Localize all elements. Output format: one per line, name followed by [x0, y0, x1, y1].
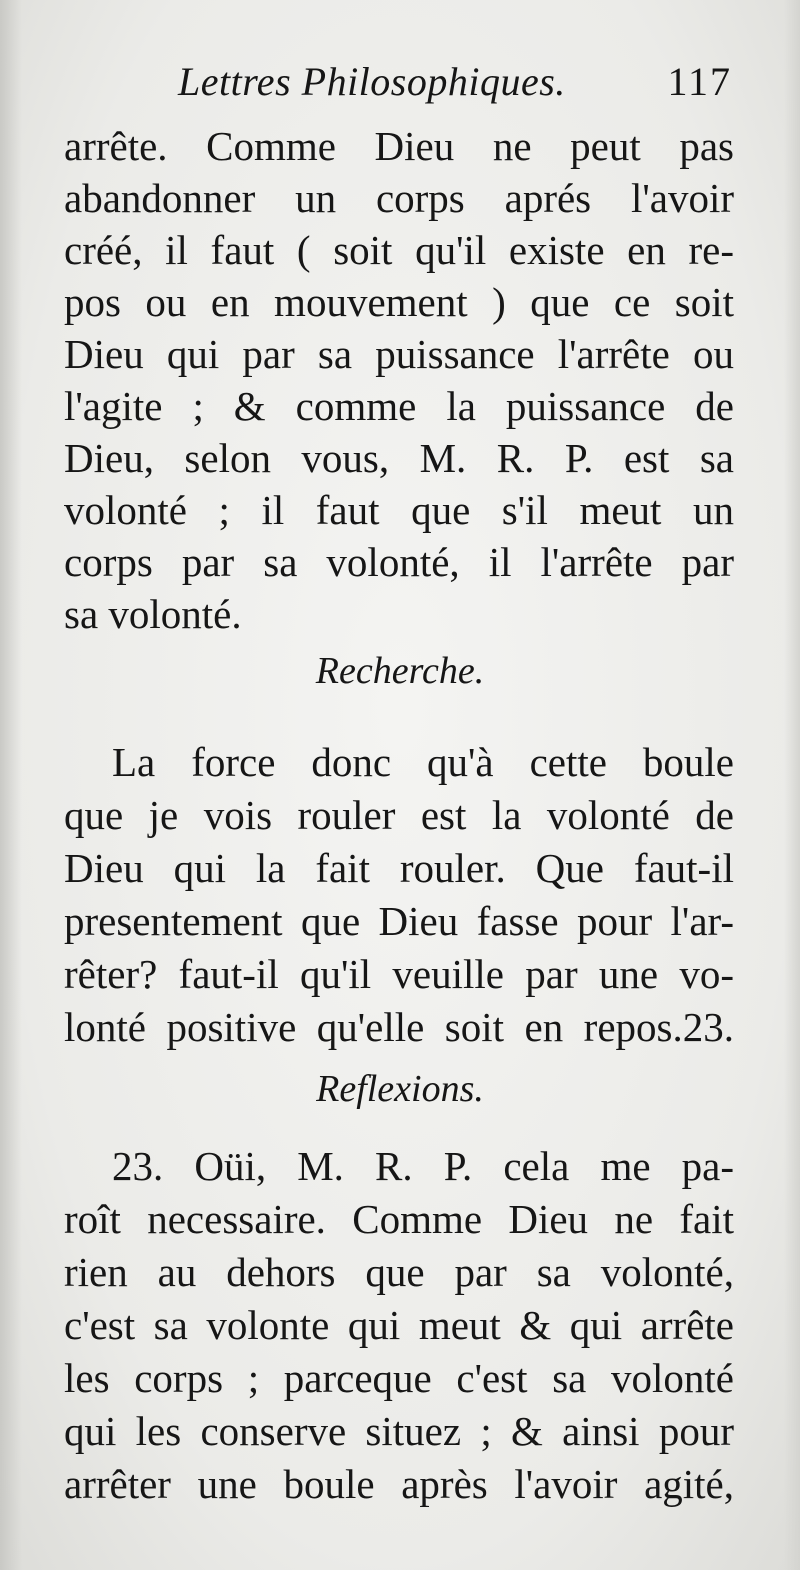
section-heading-recherche: Recherche. [315, 650, 485, 692]
text-line: abandonner un corps aprés l'avoir [64, 175, 734, 221]
text-line: La force donc qu'à cette boule [112, 739, 734, 785]
text-line: lonté positive qu'elle soit en repos.23. [64, 1004, 734, 1050]
text-line: les corps ; parceque c'est sa volonté [64, 1355, 734, 1401]
running-title: Lettres Philosophiques. [178, 59, 566, 104]
page-header [0, 58, 800, 118]
text-line: pos ou en mouvement ) que ce soit [64, 279, 734, 325]
text-line: arrêter une boule après l'avoir agité, [64, 1461, 734, 1507]
text-line: rien au dehors que par sa volonté, [64, 1249, 734, 1295]
text-line: Dieu, selon vous, M. R. P. est sa [64, 435, 734, 481]
text-line: presentement que Dieu fasse pour l'ar- [64, 898, 734, 944]
text-line: l'agite ; & comme la puissance de [64, 383, 734, 429]
gutter-shadow [0, 0, 22, 1570]
text-line: qui les conserve situez ; & ainsi pour [64, 1408, 734, 1454]
text-line: volonté ; il faut que s'il meut un [64, 487, 734, 533]
text-line: c'est sa volonte qui meut & qui arrête [64, 1302, 734, 1348]
text-line: Dieu qui la fait rouler. Que faut-il [64, 845, 734, 891]
text-line: corps par sa volonté, il l'arrête par [64, 539, 734, 585]
text-line: sa volonté. [64, 591, 242, 637]
section-heading-reflexions: Reflexions. [316, 1068, 484, 1110]
text-line: roît necessaire. Comme Dieu ne fait [64, 1196, 734, 1242]
text-line: arrête. Comme Dieu ne peut pas [64, 123, 734, 169]
text-line: 23. Oüi, M. R. P. cela me pa- [112, 1143, 734, 1189]
text-line: rêter? faut-il qu'il veuille par une vo- [64, 951, 734, 997]
text-line: que je vois rouler est la volonté de [64, 792, 734, 838]
text-line: Dieu qui par sa puissance l'arrête ou [64, 331, 734, 377]
text-line: créé, il faut ( soit qu'il existe en re- [64, 227, 734, 273]
page-number: 117 [667, 59, 732, 104]
edge-shadow [784, 0, 800, 1570]
